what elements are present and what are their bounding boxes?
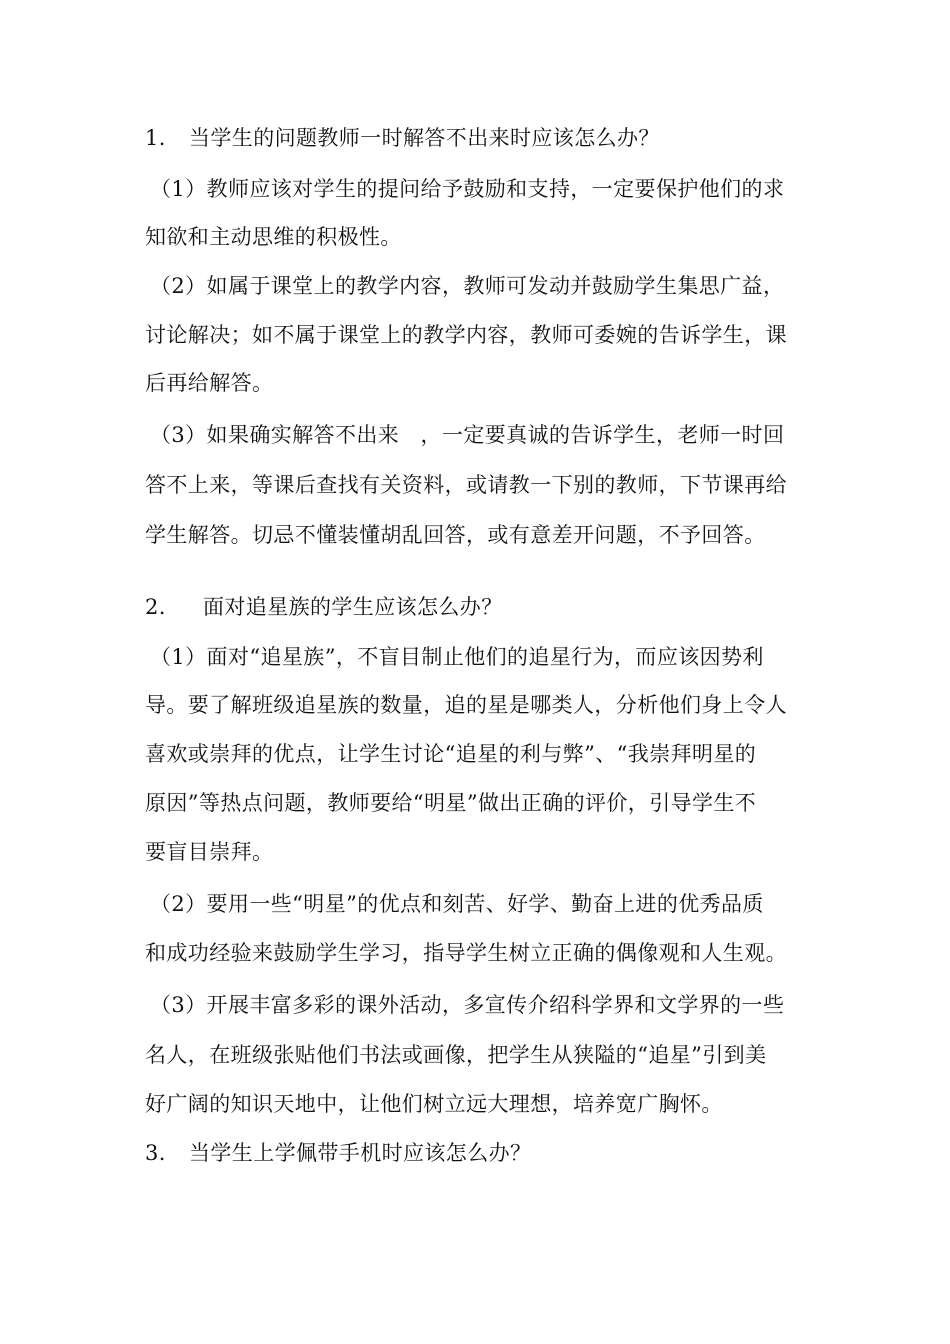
paragraph-line: 原因”等热点问题，教师要给“明星”做出正确的评价，引导学生不 [145, 791, 757, 815]
paragraph-line: 导。要了解班级追星族的数量，追的星是哪类人，分析他们身上令人 [145, 693, 787, 717]
paragraph-line: 喜欢或崇拜的优点，让学生讨论“追星的利与弊”、“我崇拜明星的 [145, 742, 757, 766]
paragraph-line: （3）如果确实解答不出来 ，一定要真诚的告诉学生，老师一时回 [150, 423, 785, 447]
paragraph-line: （3）开展丰富多彩的课外活动，多宣传介绍科学界和文学界的一些 [150, 993, 785, 1017]
paragraph-line: （2）要用一些“明星”的优点和刻苦、好学、勤奋上进的优秀品质 [150, 892, 764, 916]
paragraph-line: （1）面对“追星族”，不盲目制止他们的追星行为，而应该因势利 [150, 645, 764, 669]
paragraph-line: 知欲和主动思维的积极性。 [145, 225, 402, 249]
paragraph-line: 讨论解决；如不属于课堂上的教学内容，教师可委婉的告诉学生，课 [145, 323, 787, 347]
paragraph-line: （1）教师应该对学生的提问给予鼓励和支持，一定要保护他们的求 [150, 177, 785, 201]
paragraph-line: 和成功经验来鼓励学生学习，指导学生树立正确的偶像观和人生观。 [145, 941, 787, 965]
paragraph-line: 要盲目崇拜。 [145, 840, 274, 864]
question-2-heading [145, 592, 815, 622]
question-number: 1. [145, 126, 166, 150]
question-number: 3. [145, 1141, 166, 1165]
paragraph-line: 后再给解答。 [145, 371, 274, 395]
paragraph-line: 好广阔的知识天地中，让他们树立远大理想，培养宽广胸怀。 [145, 1092, 723, 1116]
paragraph-line: 答不上来，等课后查找有关资料，或请教一下别的教师，下节课再给 [145, 473, 787, 497]
paragraph-line: 名人，在班级张贴他们书法或画像，把学生从狭隘的“追星”引到美 [145, 1043, 767, 1067]
question-1-heading [145, 123, 815, 153]
question-title: 当学生上学佩带手机时应该怎么办？ [189, 1141, 532, 1165]
paragraph-line: （2）如属于课堂上的教学内容，教师可发动并鼓励学生集思广益， [150, 274, 785, 298]
question-3-heading [145, 1138, 815, 1168]
question-title: 当学生的问题教师一时解答不出来时应该怎么办？ [189, 126, 660, 150]
paragraph-line: 学生解答。切忌不懂装懂胡乱回答，或有意差开问题，不予回答。 [145, 523, 766, 547]
question-title: 面对追星族的学生应该怎么办？ [203, 595, 503, 619]
question-number: 2. [145, 595, 166, 619]
